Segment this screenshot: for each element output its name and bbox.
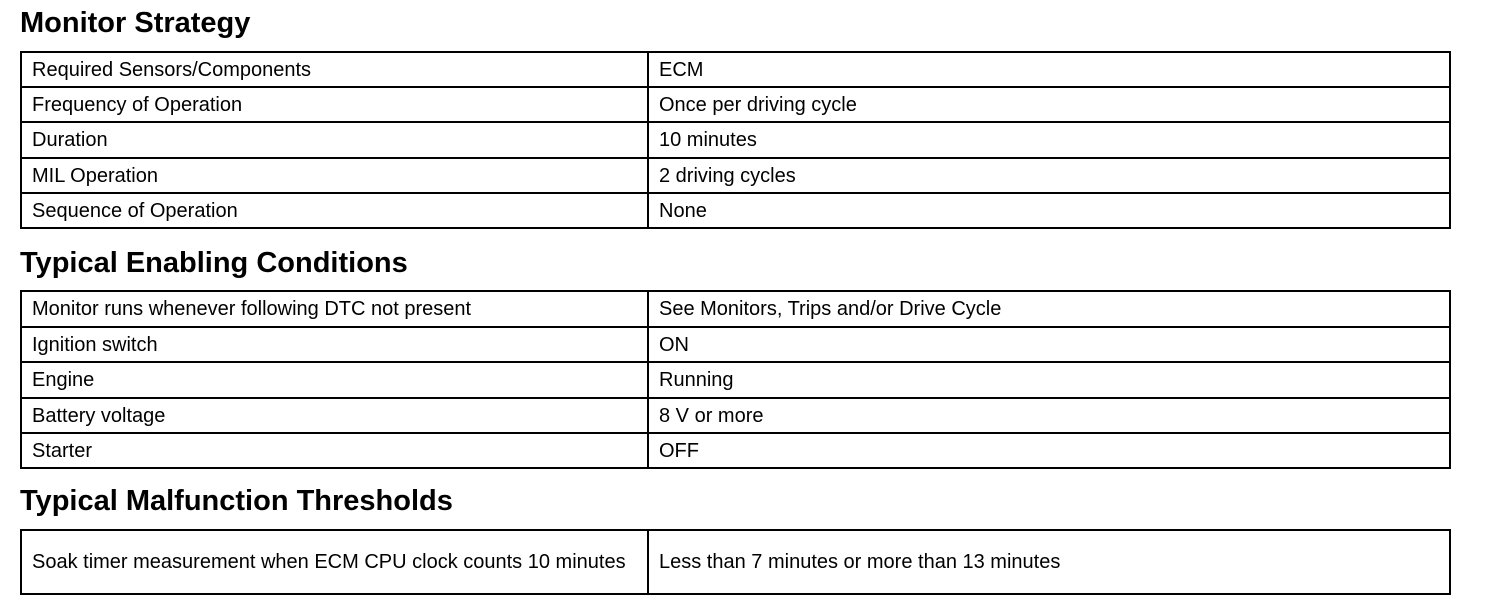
table-row xyxy=(21,158,1450,193)
monitor-strategy-table xyxy=(20,51,1451,229)
table-cell-value: ON xyxy=(648,327,1450,362)
table-cell-label: MIL Operation xyxy=(21,158,648,193)
table-cell-label: Ignition switch xyxy=(21,327,648,362)
table-cell-value: OFF xyxy=(648,433,1450,468)
table-cell-label: Frequency of Operation xyxy=(21,87,648,122)
table-cell-value: Running xyxy=(648,362,1450,398)
table-cell-value: Once per driving cycle xyxy=(648,87,1450,122)
table-cell-value: 8 V or more xyxy=(648,398,1450,433)
table-row xyxy=(21,433,1450,468)
section-title-typical-malfunction-thresholds: Typical Malfunction Thresholds xyxy=(20,485,453,517)
table-row xyxy=(21,398,1450,433)
table-cell-value: Less than 7 minutes or more than 13 minutes xyxy=(648,530,1450,594)
table-cell-label: Duration xyxy=(21,122,648,158)
table-cell-value: 10 minutes xyxy=(648,122,1450,158)
enabling-conditions-table xyxy=(20,290,1451,469)
table-cell-label: Soak timer measurement when ECM CPU clock counts 10 minutes xyxy=(21,530,648,594)
table-cell-value: ECM xyxy=(648,52,1450,87)
table-row xyxy=(21,122,1450,158)
table-cell-label: Engine xyxy=(21,362,648,398)
table-cell-label: Battery voltage xyxy=(21,398,648,433)
table-row xyxy=(21,530,1450,594)
malfunction-thresholds-table xyxy=(20,529,1451,595)
table-row xyxy=(21,52,1450,87)
table-cell-value: 2 driving cycles xyxy=(648,158,1450,193)
table-row xyxy=(21,291,1450,327)
table-cell-value: None xyxy=(648,193,1450,228)
table-row xyxy=(21,362,1450,398)
table-row xyxy=(21,327,1450,362)
table-cell-label: Sequence of Operation xyxy=(21,193,648,228)
section-title-monitor-strategy: Monitor Strategy xyxy=(20,7,251,39)
table-cell-label: Monitor runs whenever following DTC not present xyxy=(21,291,648,327)
table-cell-label: Required Sensors/Components xyxy=(21,52,648,87)
section-title-typical-enabling-conditions: Typical Enabling Conditions xyxy=(20,247,408,279)
table-cell-value: See Monitors, Trips and/or Drive Cycle xyxy=(648,291,1450,327)
table-row xyxy=(21,87,1450,122)
table-cell-label: Starter xyxy=(21,433,648,468)
table-row xyxy=(21,193,1450,228)
